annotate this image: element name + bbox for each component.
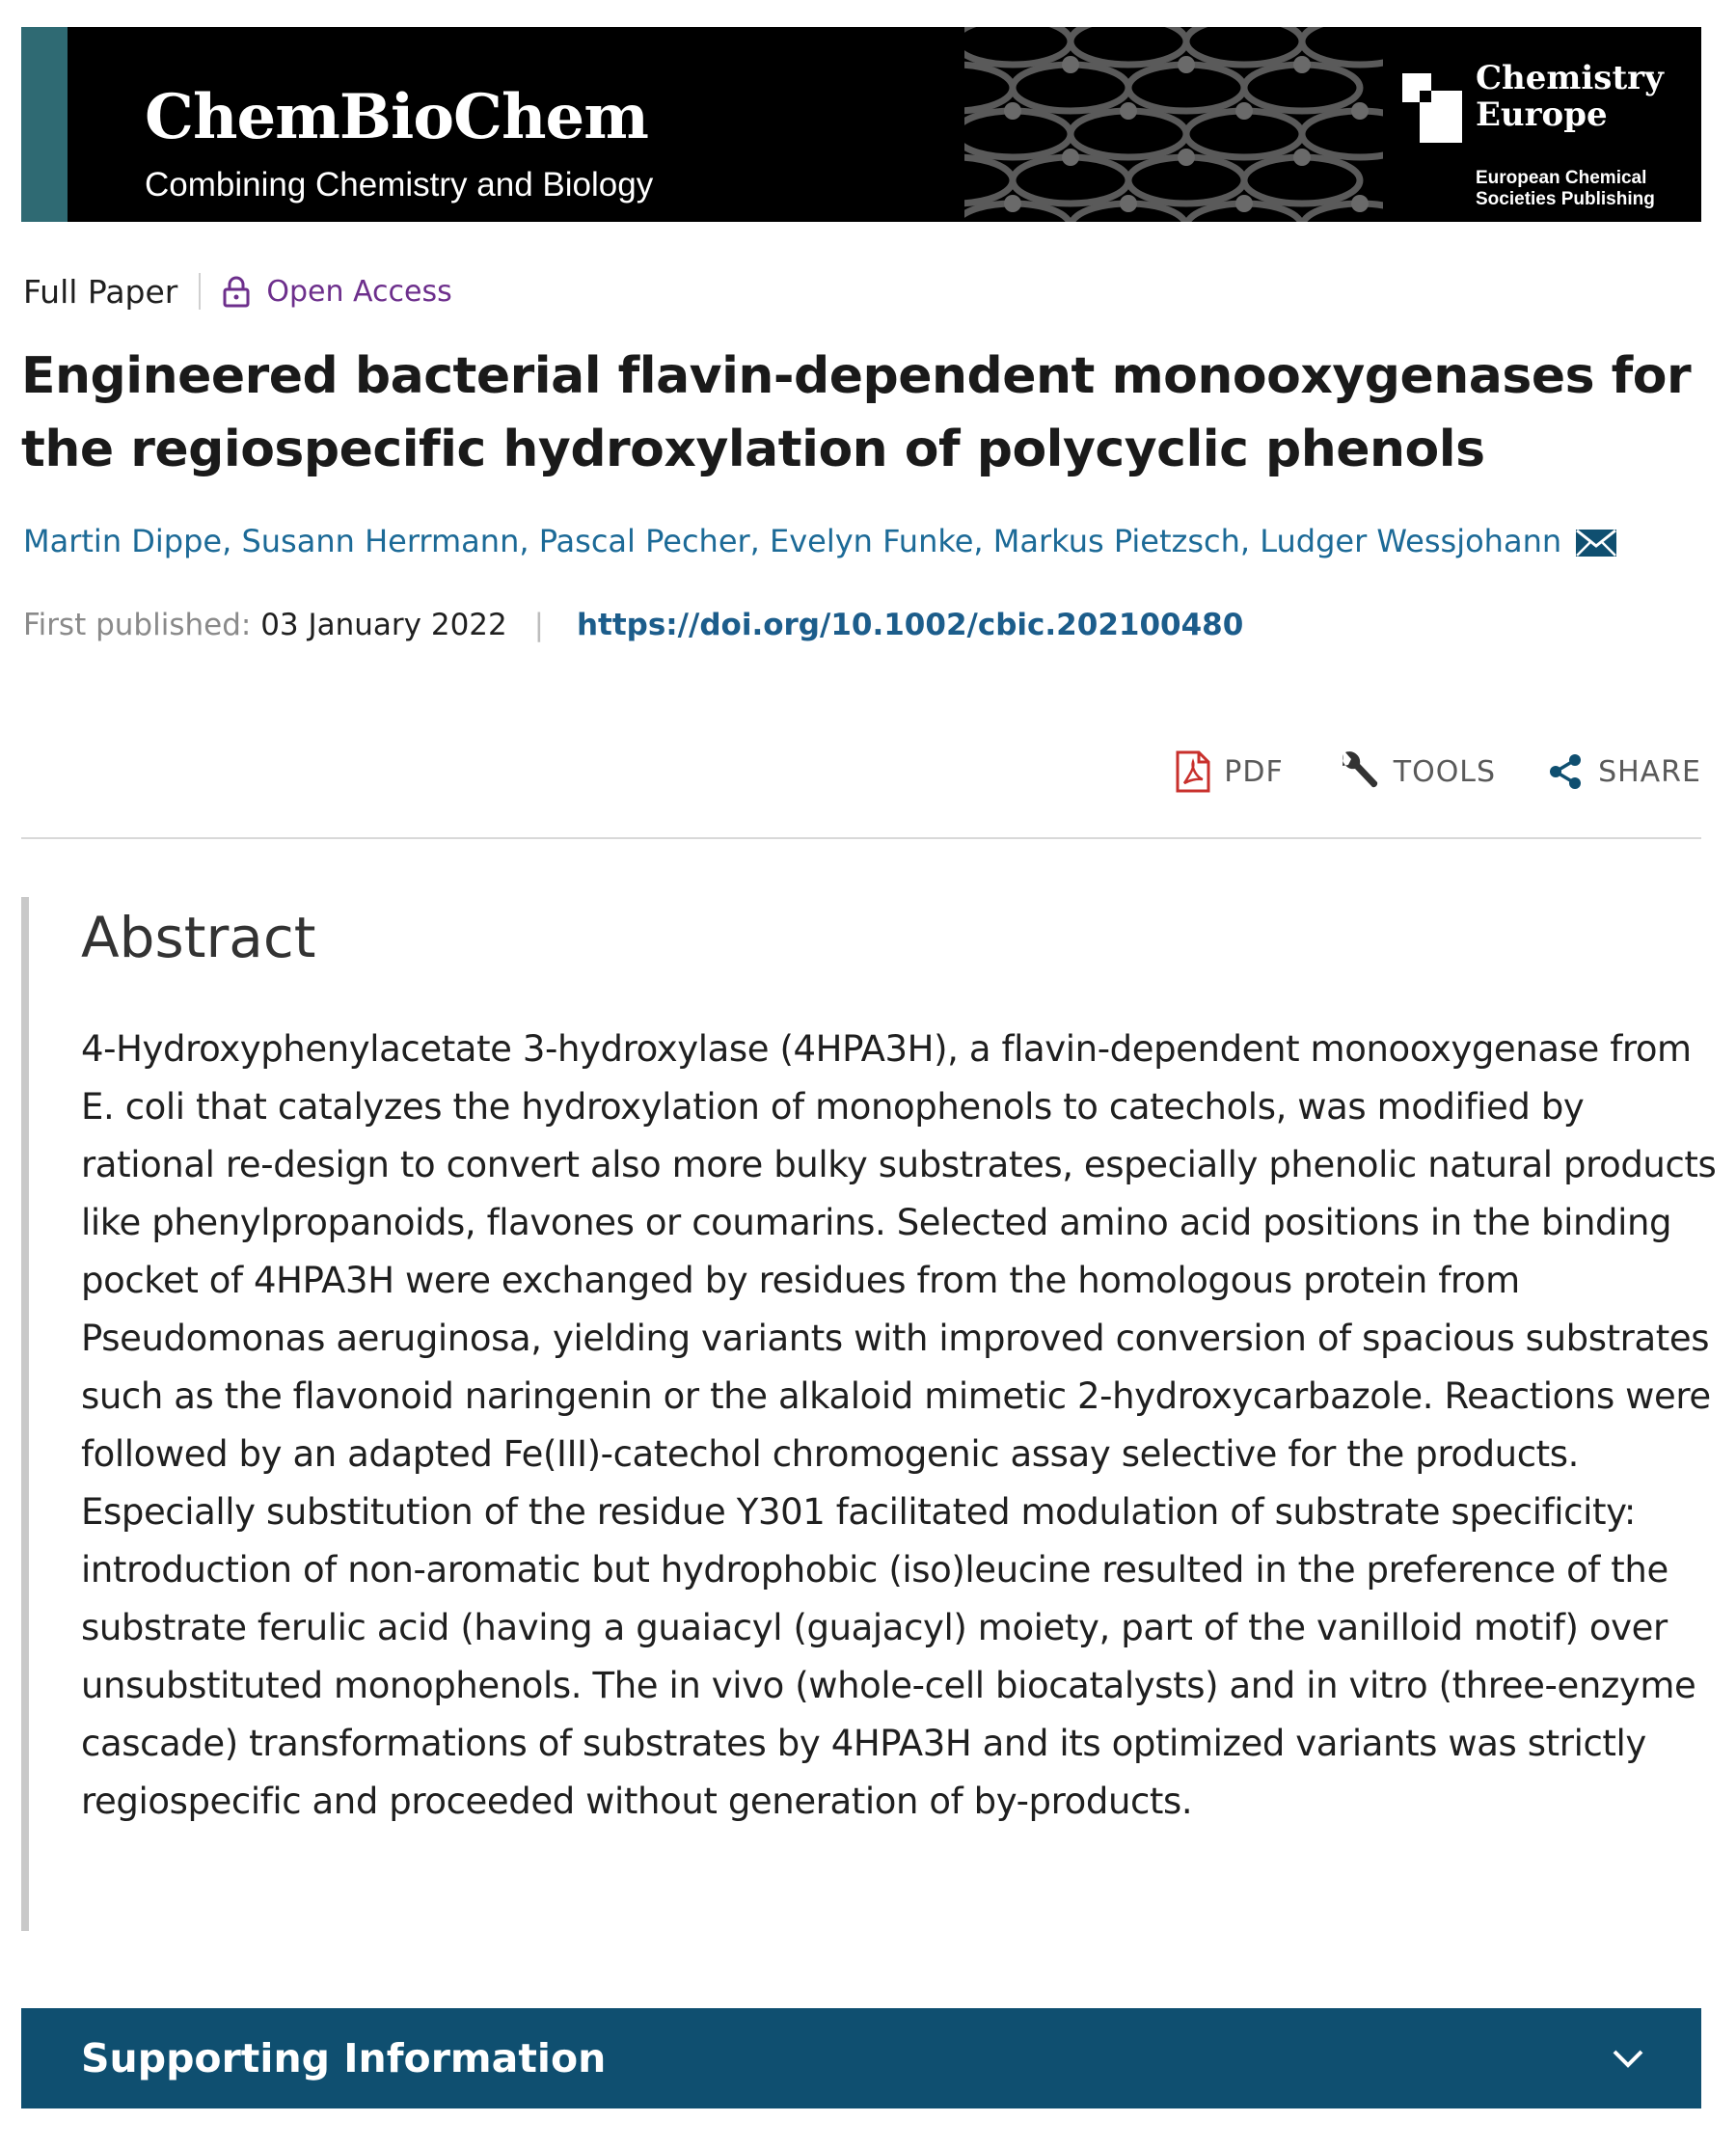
author-link[interactable]: Martin Dippe xyxy=(23,523,223,559)
meta-divider xyxy=(199,273,201,310)
tools-label: TOOLS xyxy=(1393,754,1497,789)
publisher-title-line2: Europe xyxy=(1476,95,1608,134)
publisher-sub-line1: European Chemical xyxy=(1476,168,1647,188)
divider xyxy=(21,837,1701,839)
author-separator: , xyxy=(973,523,984,559)
supporting-information-label: Supporting Information xyxy=(81,2035,607,2081)
pdf-label: PDF xyxy=(1224,754,1284,789)
publisher-title-line1: Chemistry xyxy=(1476,59,1664,97)
chevron-down-icon xyxy=(1609,2044,1647,2073)
lock-icon xyxy=(222,275,251,308)
abstract-text: 4-Hydroxyphenylacetate 3-hydroxylase (4HPA3H), a flavin-dependent monooxygenase from E. coli that catalyzes the hydroxylation of monophenols to catechols, was modified by rational re-design to convert also more bulky substrates, especially phenolic natural products like phenylpropanoids, flavones or coumarins. Selected amino acid positions in the binding pocket of 4HPA3H were exchanged by residues from the homologous protein from Pseudomonas aeruginosa, yielding variants with improved conversion of spacious substrates such as the flavonoid naringenin or the alkaloid mimetic 2-hydroxycarbazole. Reactions were followed by an adapted Fe(III)-catechol chromogenic assay selective for the products. Especially substitution of the residue Y301 facilitated modulation of substrate specificity: introduction of non-aromatic but hydrophobic (iso)leucine resulted in the preference of the substrate ferulic acid (having a guaiacyl (guajacyl) moiety, part of the vanilloid motif) over unsubstituted monophenols. The in vivo (whole-cell biocatalysts) and in vitro (three-enzyme cascade) transformations of substrates by 4HPA3H and its optimized variants was strictly regiospecific and proceeded without generation of by-products. xyxy=(81,1028,1717,1822)
abstract-side-bar xyxy=(21,897,29,1931)
author-link[interactable]: Susann Herrmann xyxy=(241,523,520,559)
author-separator: , xyxy=(222,523,232,559)
share-label: SHARE xyxy=(1598,754,1701,789)
publication-date: 03 January 2022 xyxy=(260,608,507,642)
article-title: Engineered bacterial flavin-dependent monooxygenases for the regiospecific hydroxylation of polycyclic phenols xyxy=(21,347,1692,478)
banner-pattern xyxy=(964,27,1383,222)
article-meta xyxy=(23,272,452,311)
chemistry-europe-mark-icon xyxy=(1402,73,1462,143)
pdf-icon xyxy=(1176,750,1210,793)
journal-subtitle: Combining Chemistry and Biology xyxy=(145,166,654,204)
article-type: Full Paper xyxy=(23,272,178,311)
abstract-section xyxy=(21,897,1717,1931)
publication-line xyxy=(23,608,1243,642)
journal-name: ChemBioChem xyxy=(145,81,648,153)
tools-button[interactable] xyxy=(1334,750,1496,793)
share-button[interactable] xyxy=(1546,752,1701,791)
author-separator: , xyxy=(749,523,760,559)
share-icon xyxy=(1546,752,1585,791)
pdf-button[interactable] xyxy=(1176,750,1283,793)
author-link[interactable]: Ludger Wessjohann xyxy=(1260,523,1562,559)
abstract-heading: Abstract xyxy=(81,905,316,970)
chemistry-europe-logo[interactable] xyxy=(1402,56,1682,210)
author-separator: , xyxy=(1239,523,1251,559)
supporting-information-toggle[interactable] xyxy=(21,2008,1701,2108)
first-published-label: First published: xyxy=(23,608,252,642)
journal-banner[interactable] xyxy=(21,27,1701,222)
author-link[interactable]: Markus Pietzsch xyxy=(992,523,1240,559)
author-list xyxy=(23,523,1617,559)
article-toolbar xyxy=(1126,743,1701,801)
open-access-label: Open Access xyxy=(266,274,452,309)
author-link[interactable]: Pascal Pecher xyxy=(538,523,750,559)
doi-link[interactable]: https://doi.org/10.1002/cbic.202100480 xyxy=(576,608,1244,642)
envelope-icon[interactable] xyxy=(1575,529,1617,558)
publisher-sub-line2: Societies Publishing xyxy=(1476,189,1655,209)
author-separator: , xyxy=(519,523,529,559)
publication-separator: | xyxy=(533,608,545,642)
wrench-icon xyxy=(1334,750,1380,793)
banner-accent-stripe xyxy=(21,27,68,222)
author-link[interactable]: Evelyn Funke xyxy=(770,523,974,559)
